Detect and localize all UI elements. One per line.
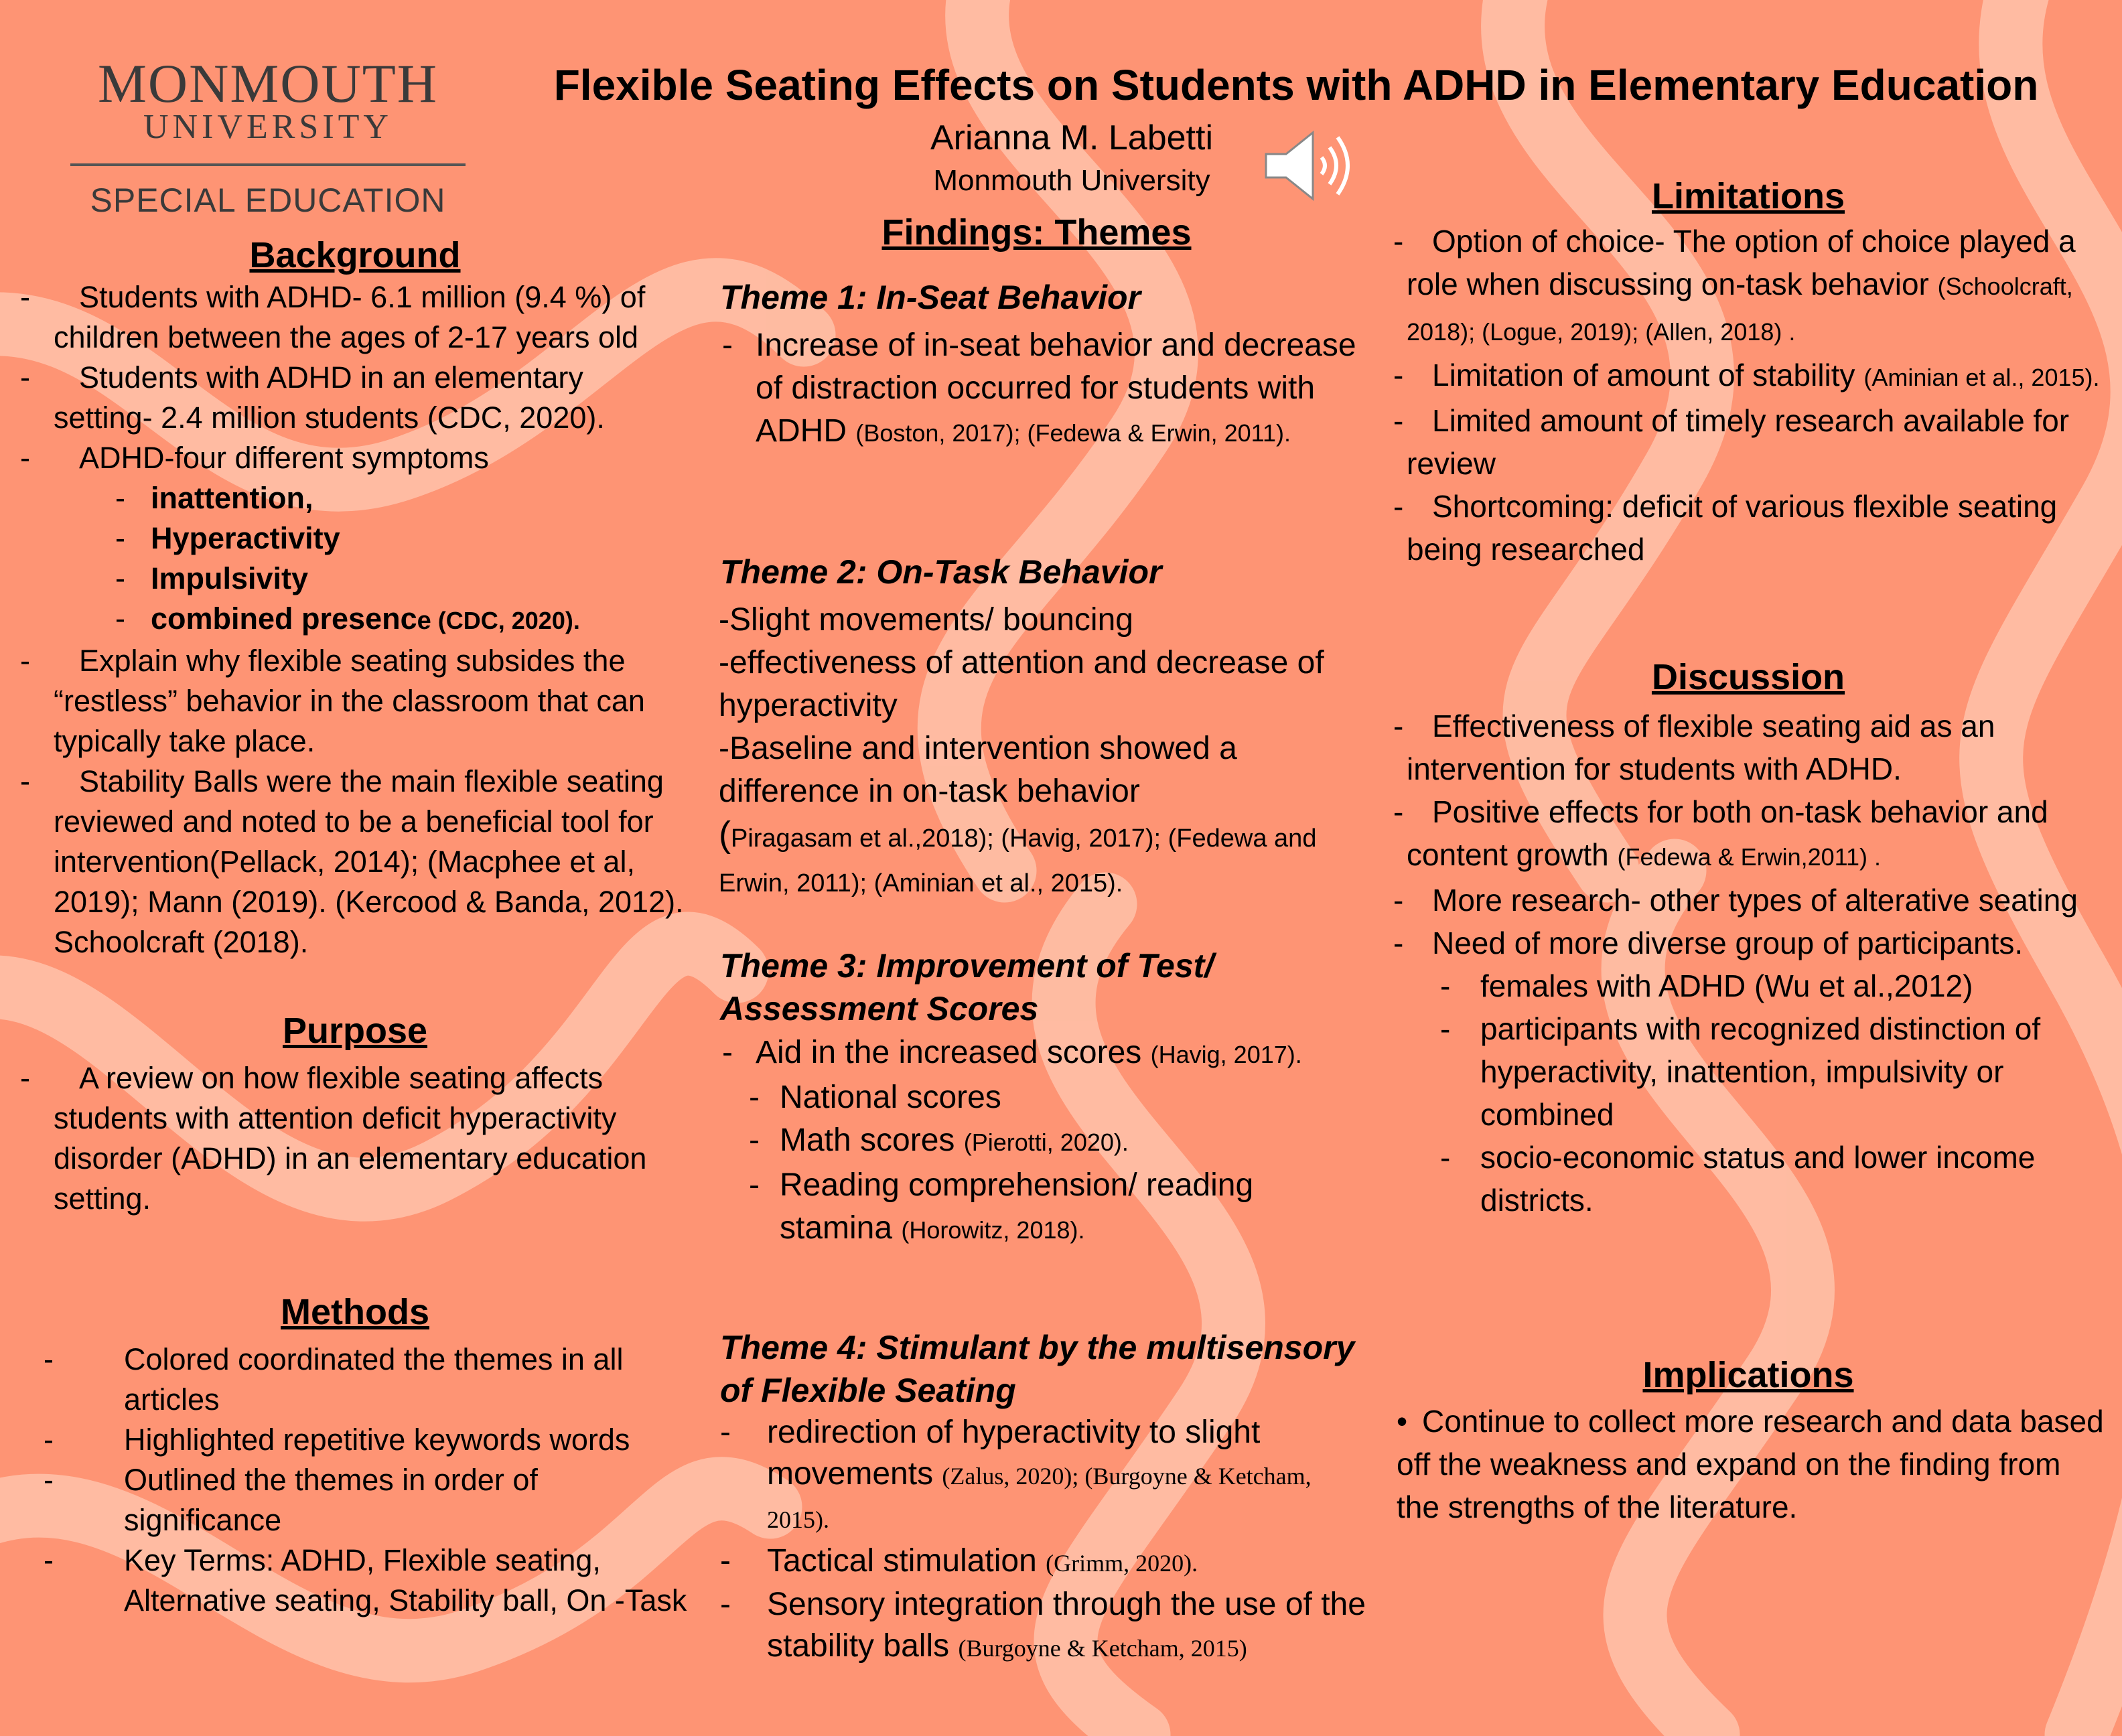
methods-list [44, 1340, 690, 1621]
list-item [720, 1412, 1366, 1540]
list-item [54, 599, 690, 641]
citation: (Schoolcraft, 2018); (Logue, 2019); (Allen, 2018) . [1407, 273, 2073, 346]
background-list [20, 277, 690, 962]
dash-bullet: - [1393, 926, 1404, 960]
dash-bullet: - [20, 1061, 30, 1095]
list-item [44, 1540, 690, 1621]
list-item [1407, 964, 2113, 1007]
citation: (Boston, 2017); (Fedewa & Erwin, 2011). [855, 419, 1291, 447]
dash-bullet: - [44, 1543, 54, 1577]
citation: (Fedewa & Erwin,2011) . [1617, 843, 1882, 871]
list-item [20, 358, 690, 438]
list-item [1393, 879, 2113, 922]
list-item [1397, 1400, 2110, 1528]
item-text: Increase of in-seat behavior and decrease of distraction occurred for students with ADHD [756, 328, 1356, 449]
dash-bullet: - [1393, 709, 1404, 743]
list-item [20, 641, 690, 762]
citation: (Havig, 2017). [1150, 1041, 1302, 1068]
list-item [1407, 1136, 2113, 1222]
list-item [44, 1420, 690, 1460]
methods-heading: Methods [281, 1292, 429, 1332]
dash-bullet: - [1393, 224, 1404, 259]
item-text: Need of more diverse group of participants. [1432, 926, 2024, 960]
theme4-heading: Theme 4: Stimulant by the multisensory of Flexible Seating [720, 1329, 1355, 1409]
purpose-heading: Purpose [282, 1011, 428, 1051]
item-text: redirection of hyperactivity to slight movements [767, 1415, 1261, 1492]
item-text: combined presenc [151, 601, 417, 636]
dash-bullet: - [1440, 1140, 1451, 1175]
list-item [720, 1540, 1366, 1584]
dash-bullet: - [115, 561, 125, 595]
item-text: Aid in the increased scores [756, 1035, 1151, 1070]
list-item [749, 1164, 1365, 1252]
list-item [54, 518, 690, 559]
item-text: inattention, [151, 481, 313, 515]
implications-heading: Implications [1642, 1355, 1854, 1395]
theme2-line: -effectiveness of attention and decrease of hyperactivity [719, 645, 1324, 723]
theme4-list [720, 1412, 1366, 1669]
list-item [44, 1460, 690, 1540]
list-item [20, 438, 690, 478]
open-paren: ( [719, 814, 731, 855]
item-text: Effectiveness of flexible seating aid as an intervention for students with ADHD. [1407, 709, 1995, 786]
dash-bullet: - [722, 328, 733, 363]
item-text: Reading comprehension/ reading stamina [780, 1167, 1254, 1246]
poster-title: Flexible Seating Effects on Students with ADHD in Elementary Education [553, 61, 2039, 109]
item-text: Explain why flexible seating subsides the “restless” behavior in the classroom that can typically take place. [54, 644, 645, 758]
background-heading: Background [249, 235, 461, 275]
theme2-line: -Slight movements/ bouncing [719, 602, 1133, 638]
dash-bullet: - [720, 1543, 731, 1579]
citation: Piragasam et al.,2018); (Havig, 2017); (Fedewa and Erwin, 2011); (Aminian et al., 2015). [719, 824, 1317, 897]
theme2-body [719, 599, 1365, 905]
dash-bullet: - [749, 1167, 760, 1203]
list-item [20, 762, 690, 962]
theme2-heading: Theme 2: On-Task Behavior [720, 553, 1162, 591]
list-item [20, 277, 690, 358]
dash-bullet: - [1393, 794, 1404, 829]
limitations-heading: Limitations [1651, 176, 1845, 216]
item-text: Students with ADHD in an elementary setting- 2.4 million students (CDC, 2020). [54, 360, 605, 435]
citation: (Horowitz, 2018). [901, 1216, 1085, 1244]
list-item [20, 1058, 690, 1219]
logo-special-education: SPECIAL EDUCATION [90, 182, 446, 219]
item-text: Highlighted repetitive keywords words [124, 1423, 630, 1457]
item-text: Outlined the themes in order of significance [124, 1463, 538, 1537]
list-item [722, 324, 1365, 455]
dash-bullet: - [720, 1587, 731, 1622]
author-name: Arianna M. Labetti [930, 119, 1214, 157]
item-text: Sensory integration through the use of the stability balls [767, 1587, 1366, 1664]
list-item [722, 1031, 1365, 1076]
item-text: females with ADHD (Wu et al.,2012) [1480, 968, 1973, 1003]
bullet-icon: • [1397, 1404, 1408, 1439]
item-text: Key Terms: ADHD, Flexible seating, Alternative seating, Stability ball, On -Task [124, 1543, 687, 1617]
citation: (CDC, 2020). [431, 607, 580, 634]
item-text: Impulsivity [151, 561, 309, 595]
dash-bullet: - [1393, 358, 1404, 392]
list-item [749, 1076, 1365, 1119]
dash-bullet: - [115, 481, 125, 515]
dash-bullet: - [749, 1123, 760, 1158]
item-text: Option of choice- The option of choice played a role when discussing on-task behavior [1407, 224, 2076, 301]
citation: (Burgoyne & Ketcham, 2015) [958, 1635, 1247, 1662]
dash-bullet: - [1440, 968, 1451, 1003]
list-item [1393, 705, 2113, 790]
speaker-icon[interactable] [1263, 127, 1356, 204]
dash-bullet: - [749, 1080, 760, 1115]
item-text: Limitation of amount of stability [1432, 358, 1864, 392]
item-text: Students with ADHD- 6.1 million (9.4 %) of children between the ages of 2-17 years old [54, 280, 646, 354]
author-affiliation: Monmouth University [933, 164, 1210, 197]
dash-bullet: - [115, 601, 125, 636]
list-item [1407, 1007, 2113, 1136]
logo-university: UNIVERSITY [143, 108, 393, 146]
theme1-list [722, 324, 1365, 455]
dash-bullet: - [20, 644, 30, 678]
dash-bullet: - [722, 1035, 733, 1070]
item-text: Math scores [780, 1123, 964, 1158]
list-item [1393, 220, 2113, 354]
item-text: National scores [780, 1080, 1001, 1115]
discussion-heading: Discussion [1651, 657, 1845, 697]
list-item [749, 1119, 1365, 1164]
item-text: Tactical stimulation [767, 1543, 1046, 1579]
dash-bullet: - [20, 441, 30, 475]
logo-monmouth: MONMOUTH [98, 53, 438, 114]
item-text: participants with recognized distinction of hyperactivity, inattention, impulsivity or combined [1480, 1011, 2041, 1132]
list-item [1393, 485, 2113, 571]
findings-heading: Findings: Themes [881, 212, 1192, 252]
list-item [1393, 790, 2113, 879]
theme2-line: -Baseline and intervention showed a difference in on-task behavior [719, 731, 1237, 809]
dash-bullet: - [1393, 489, 1404, 524]
citation: (Aminian et al., 2015). [1863, 364, 2100, 391]
item-text-tail: e [417, 607, 431, 635]
citation: (Zalus, 2020); (Burgoyne & Ketcham, 2015). [767, 1463, 1312, 1533]
item-text: Colored coordinated the themes in all articles [124, 1342, 624, 1417]
implications-list [1397, 1400, 2110, 1528]
item-text: Positive effects for both on-task behavior and content growth [1407, 794, 2048, 872]
item-text: Limited amount of timely research available for review [1407, 403, 2070, 481]
list-item [720, 1584, 1366, 1669]
list-item [54, 559, 690, 599]
item-text: Shortcoming: deficit of various flexible seating being researched [1407, 489, 2058, 567]
list-item [44, 1340, 690, 1420]
item-text: Continue to collect more research and data based off the weakness and expand on the finding from the strengths of the literature. [1397, 1404, 2104, 1524]
dash-bullet: - [44, 1423, 54, 1457]
theme3-list [722, 1031, 1365, 1252]
dash-bullet: - [44, 1463, 54, 1497]
theme2-citation [719, 813, 1365, 905]
discussion-list [1393, 705, 2113, 1222]
theme1-heading: Theme 1: In-Seat Behavior [720, 279, 1141, 316]
list-item [1393, 922, 2113, 964]
item-text: socio-economic status and lower income districts. [1480, 1140, 2036, 1218]
dash-bullet: - [20, 764, 30, 798]
dash-bullet: - [44, 1342, 54, 1376]
item-text: Stability Balls were the main flexible seating reviewed and noted to be a beneficial tool for intervention(Pellack, 2014); (Macphee et al, 2019); Mann (2019). (Kercood & Banda, 2012). Schoolcraft (2018). [54, 764, 684, 959]
list-item [54, 478, 690, 518]
dash-bullet: - [720, 1415, 731, 1450]
dash-bullet: - [20, 280, 30, 314]
logo-divider [70, 163, 466, 166]
item-text: Hyperactivity [151, 521, 340, 555]
dash-bullet: - [1440, 1011, 1451, 1046]
dash-bullet: - [115, 521, 125, 555]
dash-bullet: - [20, 360, 30, 394]
dash-bullet: - [1393, 403, 1404, 438]
theme3-heading: Theme 3: Improvement of Test/ Assessment Scores [720, 947, 1214, 1027]
citation: (Pierotti, 2020). [963, 1129, 1129, 1156]
list-item [1393, 354, 2113, 399]
item-text: More research- other types of alterative seating [1432, 883, 2078, 918]
list-item [1393, 399, 2113, 485]
citation: (Grimm, 2020). [1046, 1550, 1198, 1577]
limitations-list [1393, 220, 2113, 571]
dash-bullet: - [1393, 883, 1404, 918]
item-text: A review on how flexible seating affects students with attention deficit hyperactivity disorder (ADHD) in an elementary education setting. [54, 1061, 647, 1216]
purpose-list [20, 1058, 690, 1219]
item-text: ADHD-four different symptoms [79, 441, 489, 475]
